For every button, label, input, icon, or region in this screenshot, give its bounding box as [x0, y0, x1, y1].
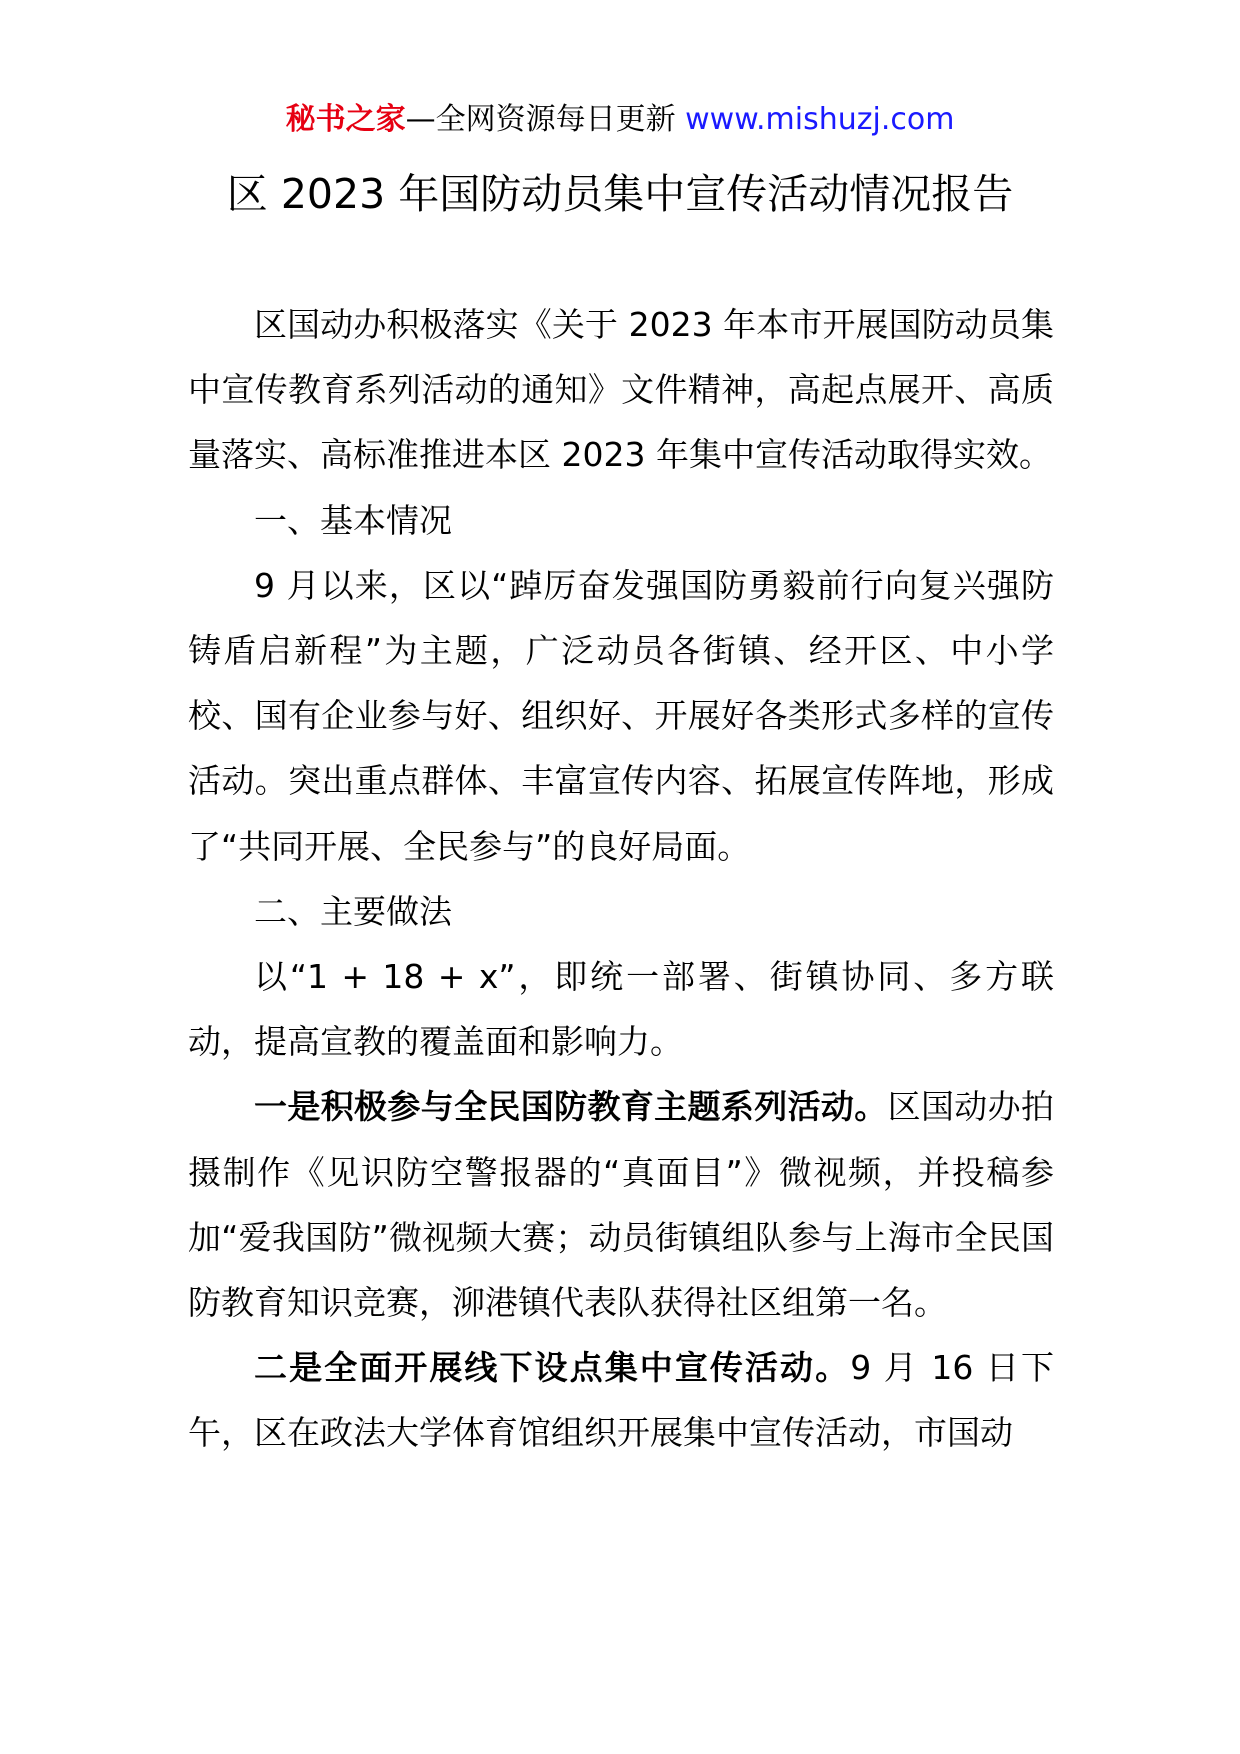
- section-heading-basic: 一、基本情况: [254, 500, 452, 540]
- item-two-lead: 二是全面开展线下设点集中宣传活动。: [254, 1348, 851, 1388]
- site-brand: 秘书之家: [285, 102, 406, 137]
- site-header: [0, 98, 1240, 142]
- document-title: 区 2023 年国防动员集中宣传活动情况报告: [226, 170, 1014, 218]
- paragraph-item-one: 一是积极参与全民国防教育主题系列活动。区国动办拍摄制作《见识防空警报器的“真面目”》微视频，并投稿参加“爱我国防”微视频大赛；动员街镇组队参与上海市全民国防教育知识竞赛，泖港镇代表队获得社区组第一名。: [188, 1087, 1055, 1323]
- document-body: [188, 292, 1054, 1466]
- item-one-lead: 一是积极参与全民国防教育主题系列活动。: [254, 1087, 888, 1127]
- paragraph-methods-summary: 以“1 + 18 + x”，即统一部署、街镇协同、多方联动，提高宣教的覆盖面和影响力。: [188, 957, 1054, 1062]
- section-heading-methods: 二、主要做法: [254, 891, 452, 931]
- site-tagline: —全网资源每日更新: [405, 102, 686, 137]
- paragraph-intro: 区国动办积极落实《关于 2023 年本市开展国防动员集中宣传教育系列活动的通知》文件精神，高起点展开、高质量落实、高标准推进本区 2023 年集中宣传活动取得实效。: [188, 305, 1054, 475]
- paragraph-basic-situation: 9 月以来，区以“踔厉奋发强国防勇毅前行向复兴强防铸盾启新程”为主题，广泛动员各街镇、经开区、中小学校、国有企业参与好、组织好、开展好各类形式多样的宣传活动。突出重点群体、丰富宣传内容、拓展宣传阵地，形成了“共同开展、全民参与”的良好局面。: [188, 565, 1054, 866]
- paragraph-item-two: 二是全面开展线下设点集中宣传活动。9 月 16 日下午，区在政法大学体育馆组织开展集中宣传活动，市国动: [188, 1348, 1054, 1453]
- site-url-link[interactable]: www.mishuzj.com: [685, 102, 955, 137]
